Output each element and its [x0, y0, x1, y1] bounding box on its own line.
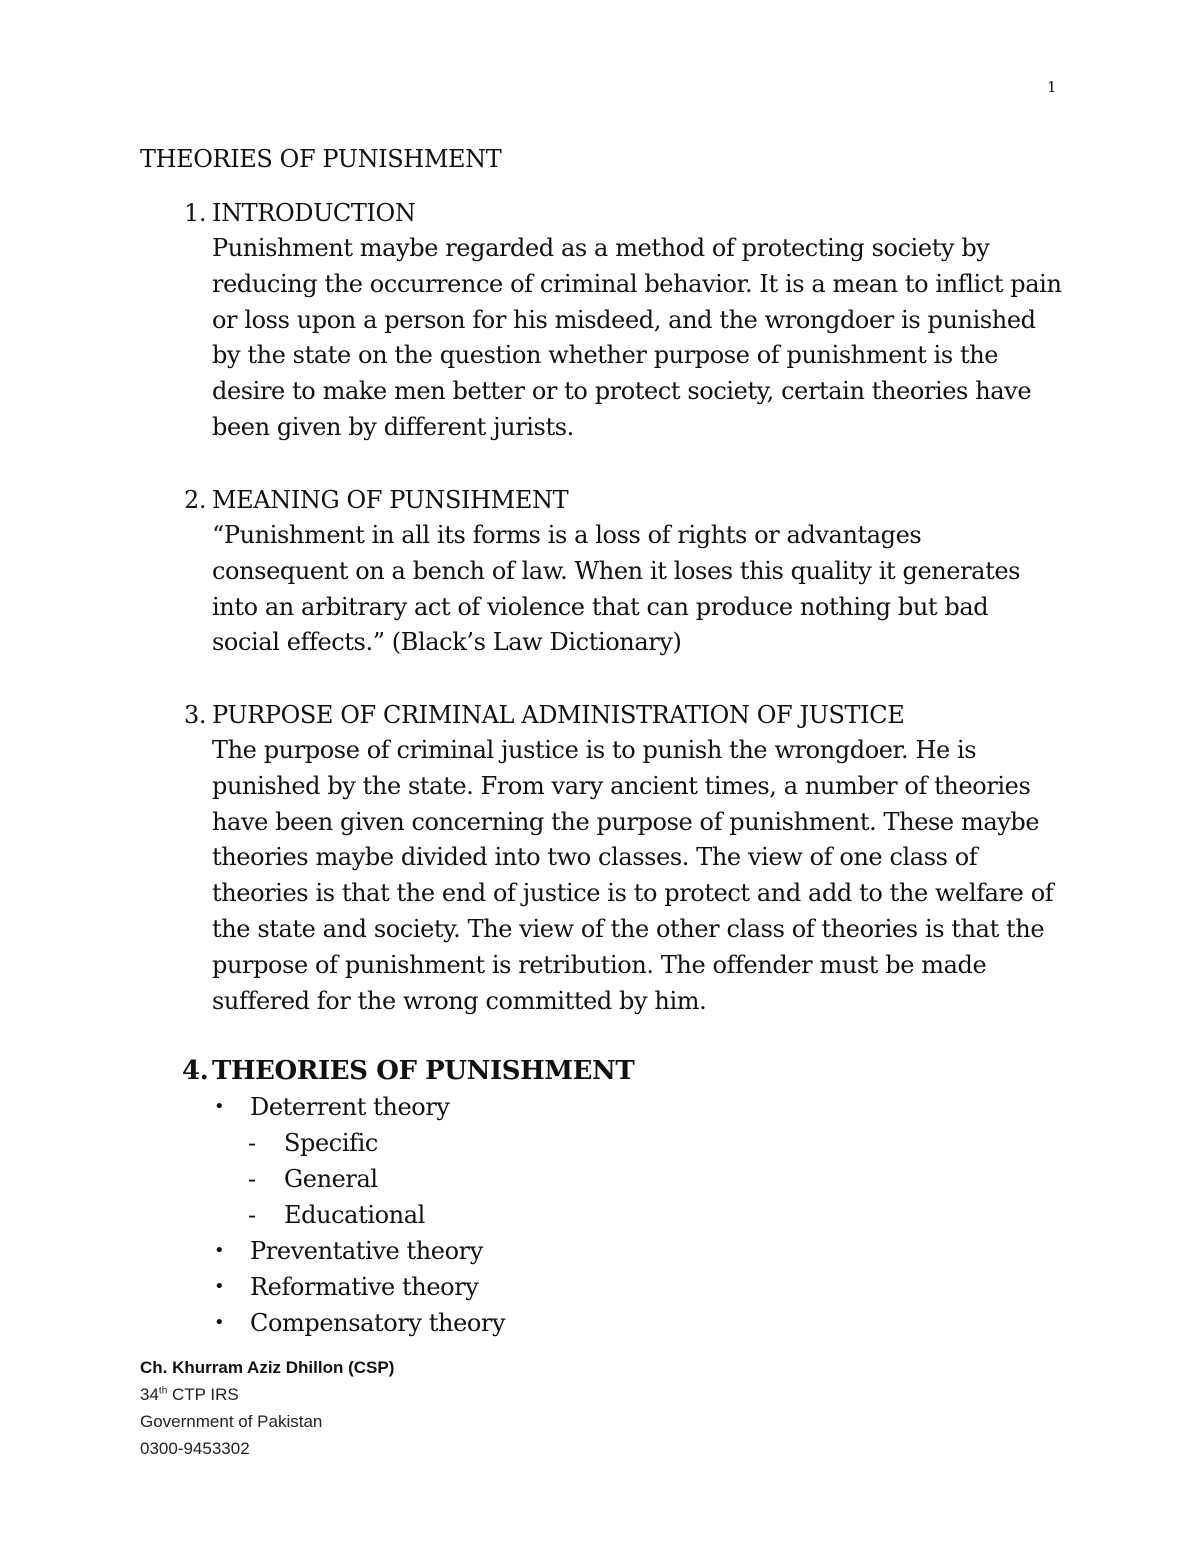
dash-icon: -: [248, 1201, 256, 1229]
dash-icon: -: [248, 1129, 256, 1157]
section-number: 2.: [184, 486, 207, 514]
section-heading-text: INTRODUCTION: [212, 199, 416, 227]
theory-label: Compensatory theory: [250, 1309, 506, 1337]
section-heading: [140, 482, 1060, 518]
footer-phone: 0300-9453302: [140, 1439, 250, 1458]
sub-list-item: [212, 1197, 1060, 1233]
footer-author: Ch. Khurram Aziz Dhillon (CSP): [140, 1358, 395, 1377]
list-item: [212, 1233, 1060, 1269]
subitem-label: Specific: [284, 1129, 378, 1157]
section-body: “Punishment in all its forms is a loss of rights or advantages consequent on a bench of law. When it loses this quality it generates into an arbitrary act of violence that can produce nothing but bad social effects.” (Black’s Law Dictionary): [212, 521, 1021, 657]
footer-organization: Government of Pakistan: [140, 1412, 323, 1431]
section-heading: [140, 195, 1060, 231]
footer: [140, 1354, 394, 1462]
bullet-icon: •: [214, 1312, 225, 1333]
sub-list-item: [212, 1125, 1060, 1161]
section-body: The purpose of criminal justice is to punish the wrongdoer. He is punished by the state. From vary ancient times, a number of theories have been given concerning the purpose of punishment. These maybe theories maybe divided into two classes. The view of one class of theories is that the end of justice is to protect and add to the welfare of the state and society. The view of the other class of theories is that the purpose of punishment is retribution. The offender must be made suffered for the wrong committed by him.: [212, 736, 1054, 1015]
subitem-label: General: [284, 1165, 378, 1193]
section-heading-text: MEANING OF PUNSIHMENT: [212, 486, 569, 514]
section-theories: [140, 1053, 1060, 1341]
list-item: [212, 1305, 1060, 1341]
page-number: 1: [1047, 78, 1057, 96]
dash-icon: -: [248, 1165, 256, 1193]
batch-rest: CTP IRS: [167, 1385, 239, 1404]
section-body: Punishment maybe regarded as a method of protecting society by reducing the occurrence of criminal behavior. It is a mean to inflict pain or loss upon a person for his misdeed, and the wrongdoer is punished by the state on the question whether purpose of punishment is the desire to make men better or to protect society, certain theories have been given by different jurists.: [212, 234, 1062, 441]
theory-label: Reformative theory: [250, 1273, 479, 1301]
section-heading: [140, 1053, 1060, 1089]
theory-label: Preventative theory: [250, 1237, 483, 1265]
sub-list-item: [212, 1161, 1060, 1197]
list-item: [212, 1269, 1060, 1305]
batch-number: 34: [140, 1385, 159, 1404]
section-introduction: [140, 195, 1060, 446]
bullet-icon: •: [214, 1096, 225, 1117]
footer-batch: [140, 1381, 394, 1408]
section-meaning: [140, 482, 1060, 661]
section-purpose: [140, 697, 1060, 1019]
section-number: 4.: [182, 1056, 209, 1086]
list-item: [212, 1089, 1060, 1233]
batch-suffix: th: [158, 1385, 168, 1397]
section-number: 1.: [184, 199, 207, 227]
bullet-icon: •: [214, 1240, 225, 1261]
subitem-label: Educational: [284, 1201, 425, 1229]
theories-list: [212, 1089, 1060, 1341]
section-heading: [140, 697, 1060, 733]
section-heading-text: PURPOSE OF CRIMINAL ADMINISTRATION OF JUSTICE: [212, 701, 905, 729]
section-heading-text: THEORIES OF PUNISHMENT: [212, 1056, 635, 1086]
document-title: THEORIES OF PUNISHMENT: [140, 145, 502, 173]
bullet-icon: •: [214, 1276, 225, 1297]
theory-label: Deterrent theory: [250, 1093, 450, 1121]
section-number: 3.: [184, 701, 207, 729]
